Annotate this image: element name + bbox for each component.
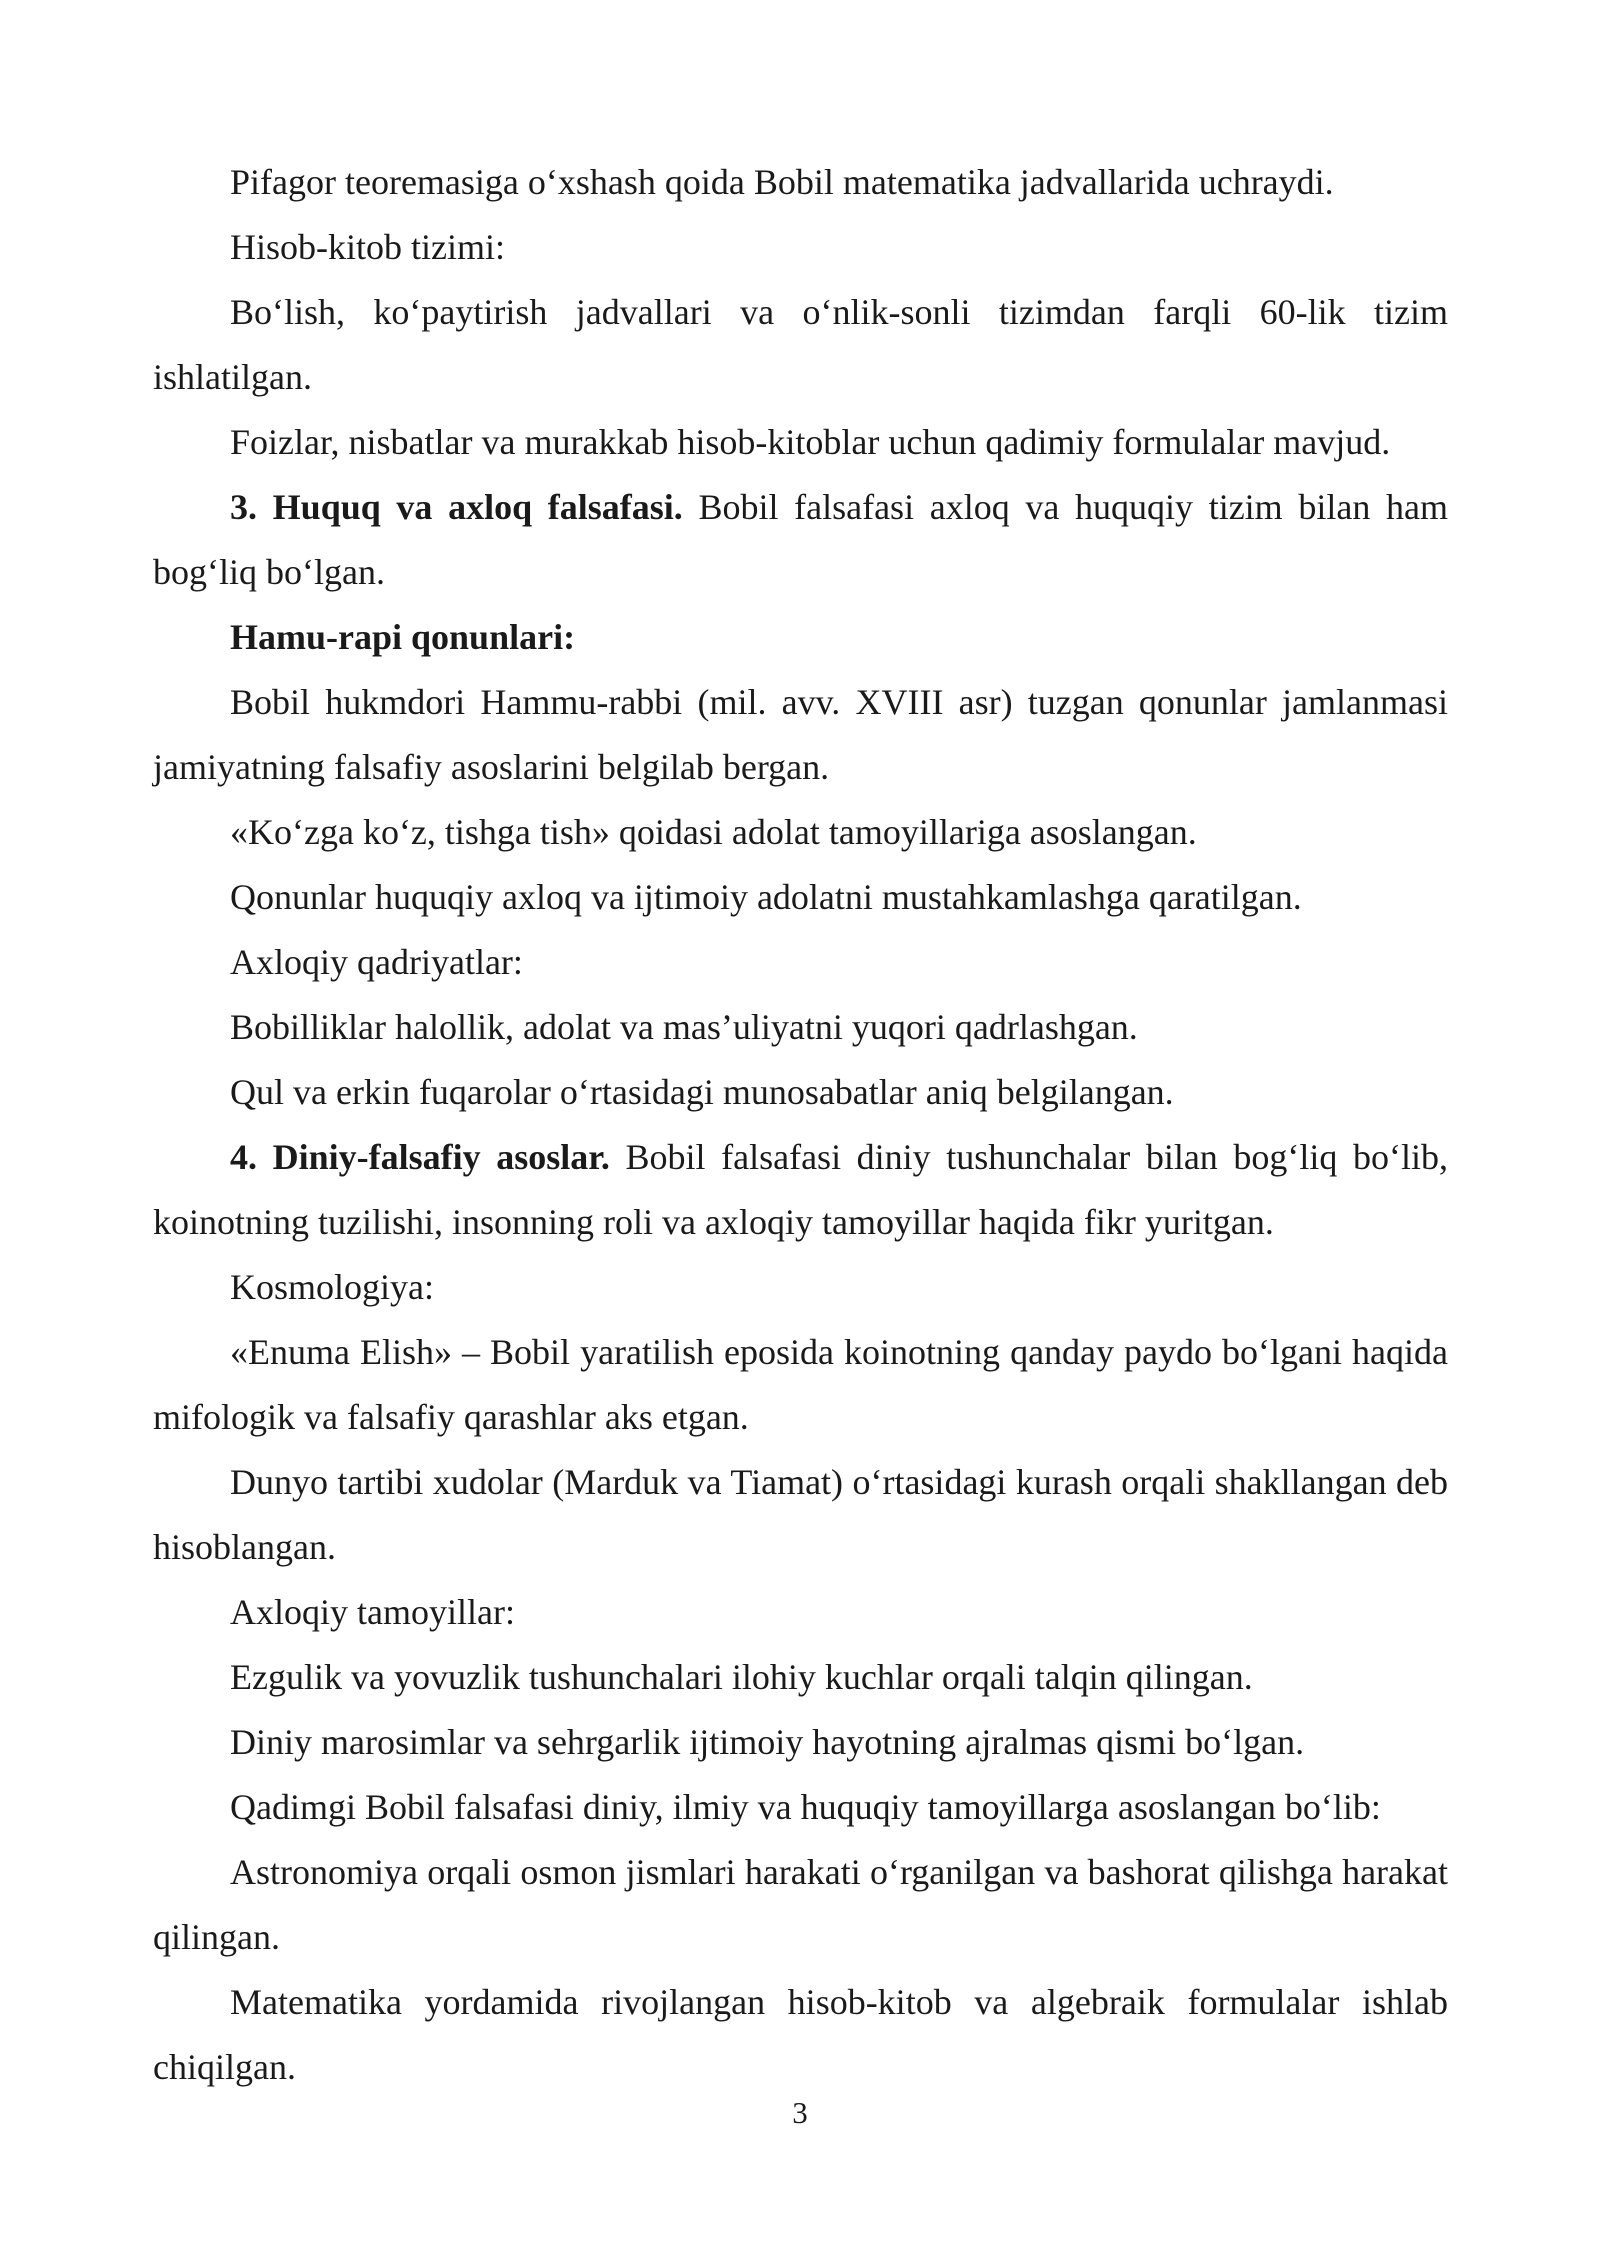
paragraph-text: Qul va erkin fuqarolar o‘rtasidagi munosabatlar aniq belgilangan. [230,1072,1174,1112]
paragraph-text: Hisob-kitob tizimi: [230,227,505,267]
paragraph [153,670,1448,800]
paragraph [153,995,1448,1060]
page-number: 3 [792,2095,808,2130]
paragraph-text: Foizlar, nisbatlar va murakkab hisob-kitoblar uchun qadimiy formulalar mavjud. [230,422,1391,462]
paragraph-text: Qadimgi Bobil falsafasi diniy, ilmiy va huquqiy tamoyillarga asoslangan bo‘lib: [230,1787,1381,1827]
document-body [153,150,1448,2100]
paragraph [153,1255,1448,1320]
section-heading-paragraph [153,1125,1448,1255]
paragraph [153,1320,1448,1450]
paragraph-text: Bo‘lish, ko‘paytirish jadvallari va o‘nlik-sonli tizimdan farqli 60-lik tizim ishlatilgan. [153,292,1448,397]
subheading: Hamu-rapi qonunlari: [230,617,576,657]
paragraph [153,1840,1448,1970]
paragraph [153,865,1448,930]
paragraph [153,150,1448,215]
paragraph [153,1710,1448,1775]
paragraph-text: Bobil hukmdori Hammu-rabbi (mil. avv. XVIII asr) tuzgan qonunlar jamlanmasi jamiyatning falsafiy asoslarini belgilab bergan. [153,682,1448,787]
paragraph-text: «Enuma Elish» – Bobil yaratilish eposida koinotning qanday paydo bo‘lgani haqida mifologik va falsafiy qarashlar aks etgan. [153,1332,1448,1437]
paragraph [153,1970,1448,2100]
section-heading-paragraph [153,475,1448,605]
paragraph [153,1645,1448,1710]
paragraph-text: Kosmologiya: [230,1267,434,1307]
paragraph-text: Bobil falsafasi axloq va huquqiy tizim bilan ham bog‘liq bo‘lgan. [153,487,1448,592]
paragraph [153,1450,1448,1580]
paragraph-text: Qonunlar huquqiy axloq va ijtimoiy adolatni mustahkamlashga qaratilgan. [230,877,1302,917]
paragraph [153,930,1448,995]
paragraph-text: Bobil falsafasi diniy tushunchalar bilan bog‘liq bo‘lib, koinotning tuzilishi, insonning roli va axloqiy tamoyillar haqida fikr yuritgan. [153,1137,1448,1242]
subheading-paragraph [153,605,1448,670]
section-heading: 4. Diniy-falsafiy asoslar. [230,1137,610,1177]
paragraph-text: Ezgulik va yovuzlik tushunchalari ilohiy kuchlar orqali talqin qilingan. [230,1657,1253,1697]
paragraph [153,280,1448,410]
section-heading: 3. Huquq va axloq falsafasi. [230,487,683,527]
paragraph-text: Dunyo tartibi xudolar (Marduk va Tiamat) o‘rtasidagi kurash orqali shakllangan deb hisoblangan. [153,1462,1448,1567]
paragraph [153,215,1448,280]
paragraph-text: Bobilliklar halollik, adolat va mas’uliyatni yuqori qadrlashgan. [230,1007,1138,1047]
paragraph [153,1060,1448,1125]
paragraph-text: Diniy marosimlar va sehrgarlik ijtimoiy hayotning ajralmas qismi bo‘lgan. [230,1722,1305,1762]
paragraph [153,1580,1448,1645]
paragraph [153,800,1448,865]
paragraph-text: «Ko‘zga ko‘z, tishga tish» qoidasi adolat tamoyillariga asoslangan. [230,812,1197,852]
paragraph-text: Astronomiya orqali osmon jismlari harakati o‘rganilgan va bashorat qilishga harakat qilingan. [153,1852,1448,1957]
paragraph-text: Pifagor teoremasiga o‘xshash qoida Bobil matematika jadvallarida uchraydi. [230,162,1334,202]
paragraph-text: Axloqiy tamoyillar: [230,1592,515,1632]
paragraph [153,1775,1448,1840]
paragraph [153,410,1448,475]
paragraph-text: Matematika yordamida rivojlangan hisob-kitob va algebraik formulalar ishlab chiqilgan. [153,1982,1448,2087]
paragraph-text: Axloqiy qadriyatlar: [230,942,523,982]
